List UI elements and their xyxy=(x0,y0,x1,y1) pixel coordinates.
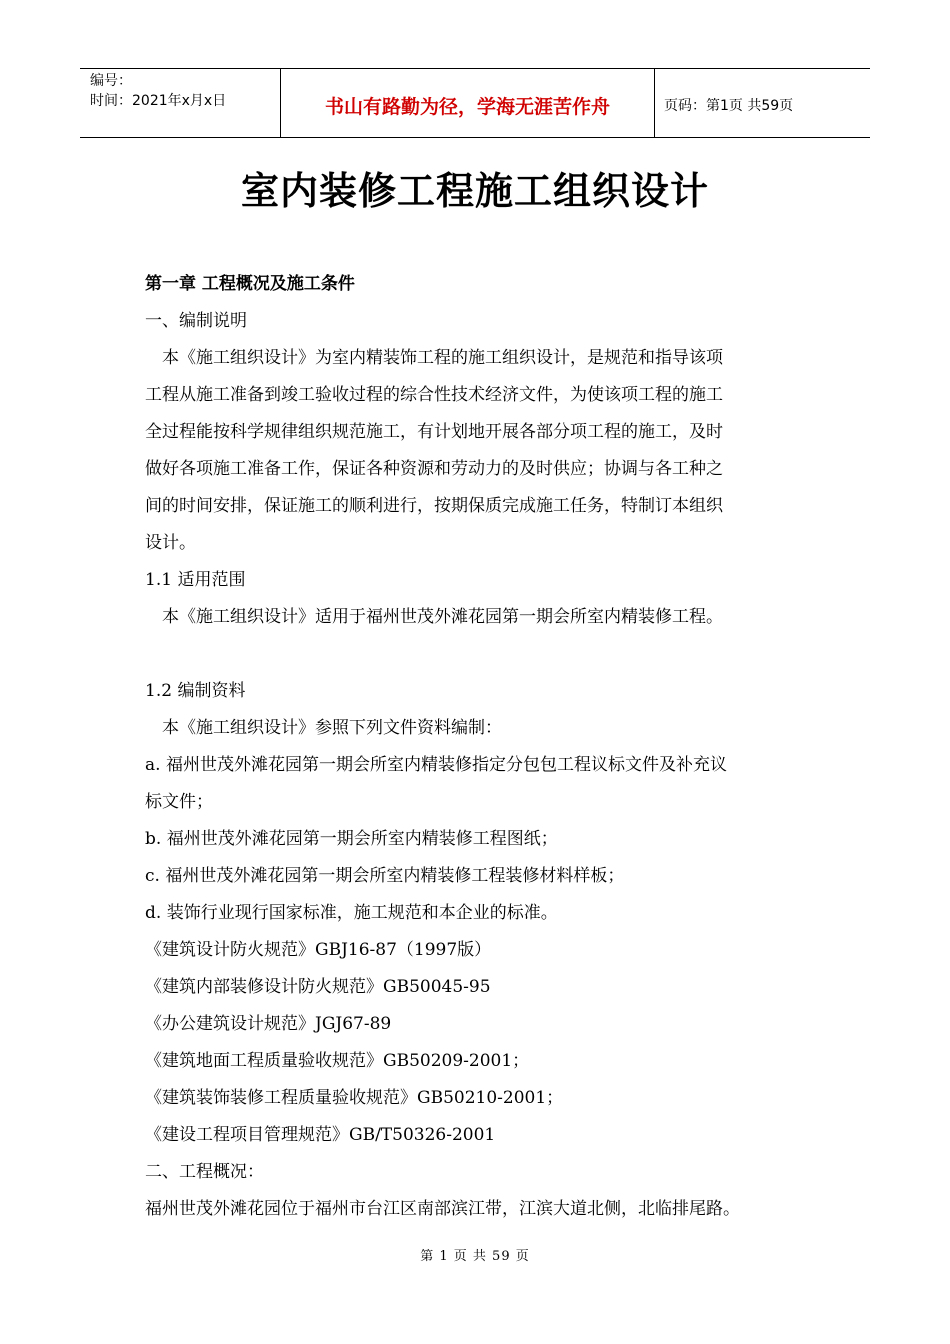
header-page-info: 页码：第1页 共59页 xyxy=(664,98,794,114)
blank-line xyxy=(145,636,805,673)
standard-reference: 《建筑装饰装修工程质量验收规范》GB50210-2001； xyxy=(145,1088,564,1108)
subsection-heading: 1.1 适用范围 xyxy=(145,570,246,590)
list-item-continuation: 标文件； xyxy=(145,792,213,812)
standard-reference: 《建筑地面工程质量验收规范》GB50209-2001； xyxy=(145,1051,530,1071)
subsection-heading: 1.2 编制资料 xyxy=(145,681,246,701)
chapter-heading: 第一章 工程概况及施工条件 xyxy=(145,274,355,294)
section-heading: 二、工程概况： xyxy=(145,1162,264,1182)
document-body xyxy=(145,266,805,1228)
paragraph-line: 间的时间安排，保证施工的顺利进行，按期保质完成施工任务，特制订本组织 xyxy=(145,496,723,516)
paragraph-line: 做好各项施工准备工作，保证各种资源和劳动力的及时供应；协调与各工种之 xyxy=(145,459,723,479)
paragraph-line: 本《施工组织设计》参照下列文件资料编制： xyxy=(162,718,502,738)
standard-reference: 《建设工程项目管理规范》GB/T50326-2001 xyxy=(145,1125,496,1145)
header-motto: 书山有路勤为径，学海无涯苦作舟 xyxy=(281,69,655,137)
paragraph-line: 本《施工组织设计》为室内精装饰工程的施工组织设计，是规范和指导该项 xyxy=(162,348,723,368)
document-title: 室内装修工程施工组织设计 xyxy=(240,169,709,213)
standard-reference: 《建筑内部装修设计防火规范》GB50045-95 xyxy=(145,977,491,997)
header-table xyxy=(80,68,870,138)
paragraph-line: 设计。 xyxy=(145,533,196,553)
page-footer: 第 1 页 共 59 页 xyxy=(420,1249,530,1264)
document-time-label: 时间：2021年x月x日 xyxy=(90,93,227,109)
list-item: c. 福州世茂外滩花园第一期会所室内精装修工程装修材料样板； xyxy=(145,866,625,886)
document-number-label: 编号： xyxy=(90,73,132,89)
list-item: b. 福州世茂外滩花园第一期会所室内精装修工程图纸； xyxy=(145,829,558,849)
paragraph-line: 工程从施工准备到竣工验收过程的综合性技术经济文件，为使该项工程的施工 xyxy=(145,385,723,405)
section-heading: 一、编制说明 xyxy=(145,311,247,331)
list-item: d. 装饰行业现行国家标准，施工规范和本企业的标准。 xyxy=(145,903,558,923)
paragraph-line: 本《施工组织设计》适用于福州世茂外滩花园第一期会所室内精装修工程。 xyxy=(162,607,723,627)
header-meta-cell xyxy=(80,69,281,137)
standard-reference: 《建筑设计防火规范》GBJ16-87（1997版） xyxy=(145,940,492,960)
list-item: a. 福州世茂外滩花园第一期会所室内精装修指定分包包工程议标文件及补充议 xyxy=(145,755,727,775)
standard-reference: 《办公建筑设计规范》JGJ67-89 xyxy=(145,1014,392,1034)
paragraph-line: 全过程能按科学规律组织规范施工，有计划地开展各部分项工程的施工，及时 xyxy=(145,422,723,442)
paragraph-line: 福州世茂外滩花园位于福州市台江区南部滨江带，江滨大道北侧，北临排尾路。 xyxy=(145,1199,740,1219)
